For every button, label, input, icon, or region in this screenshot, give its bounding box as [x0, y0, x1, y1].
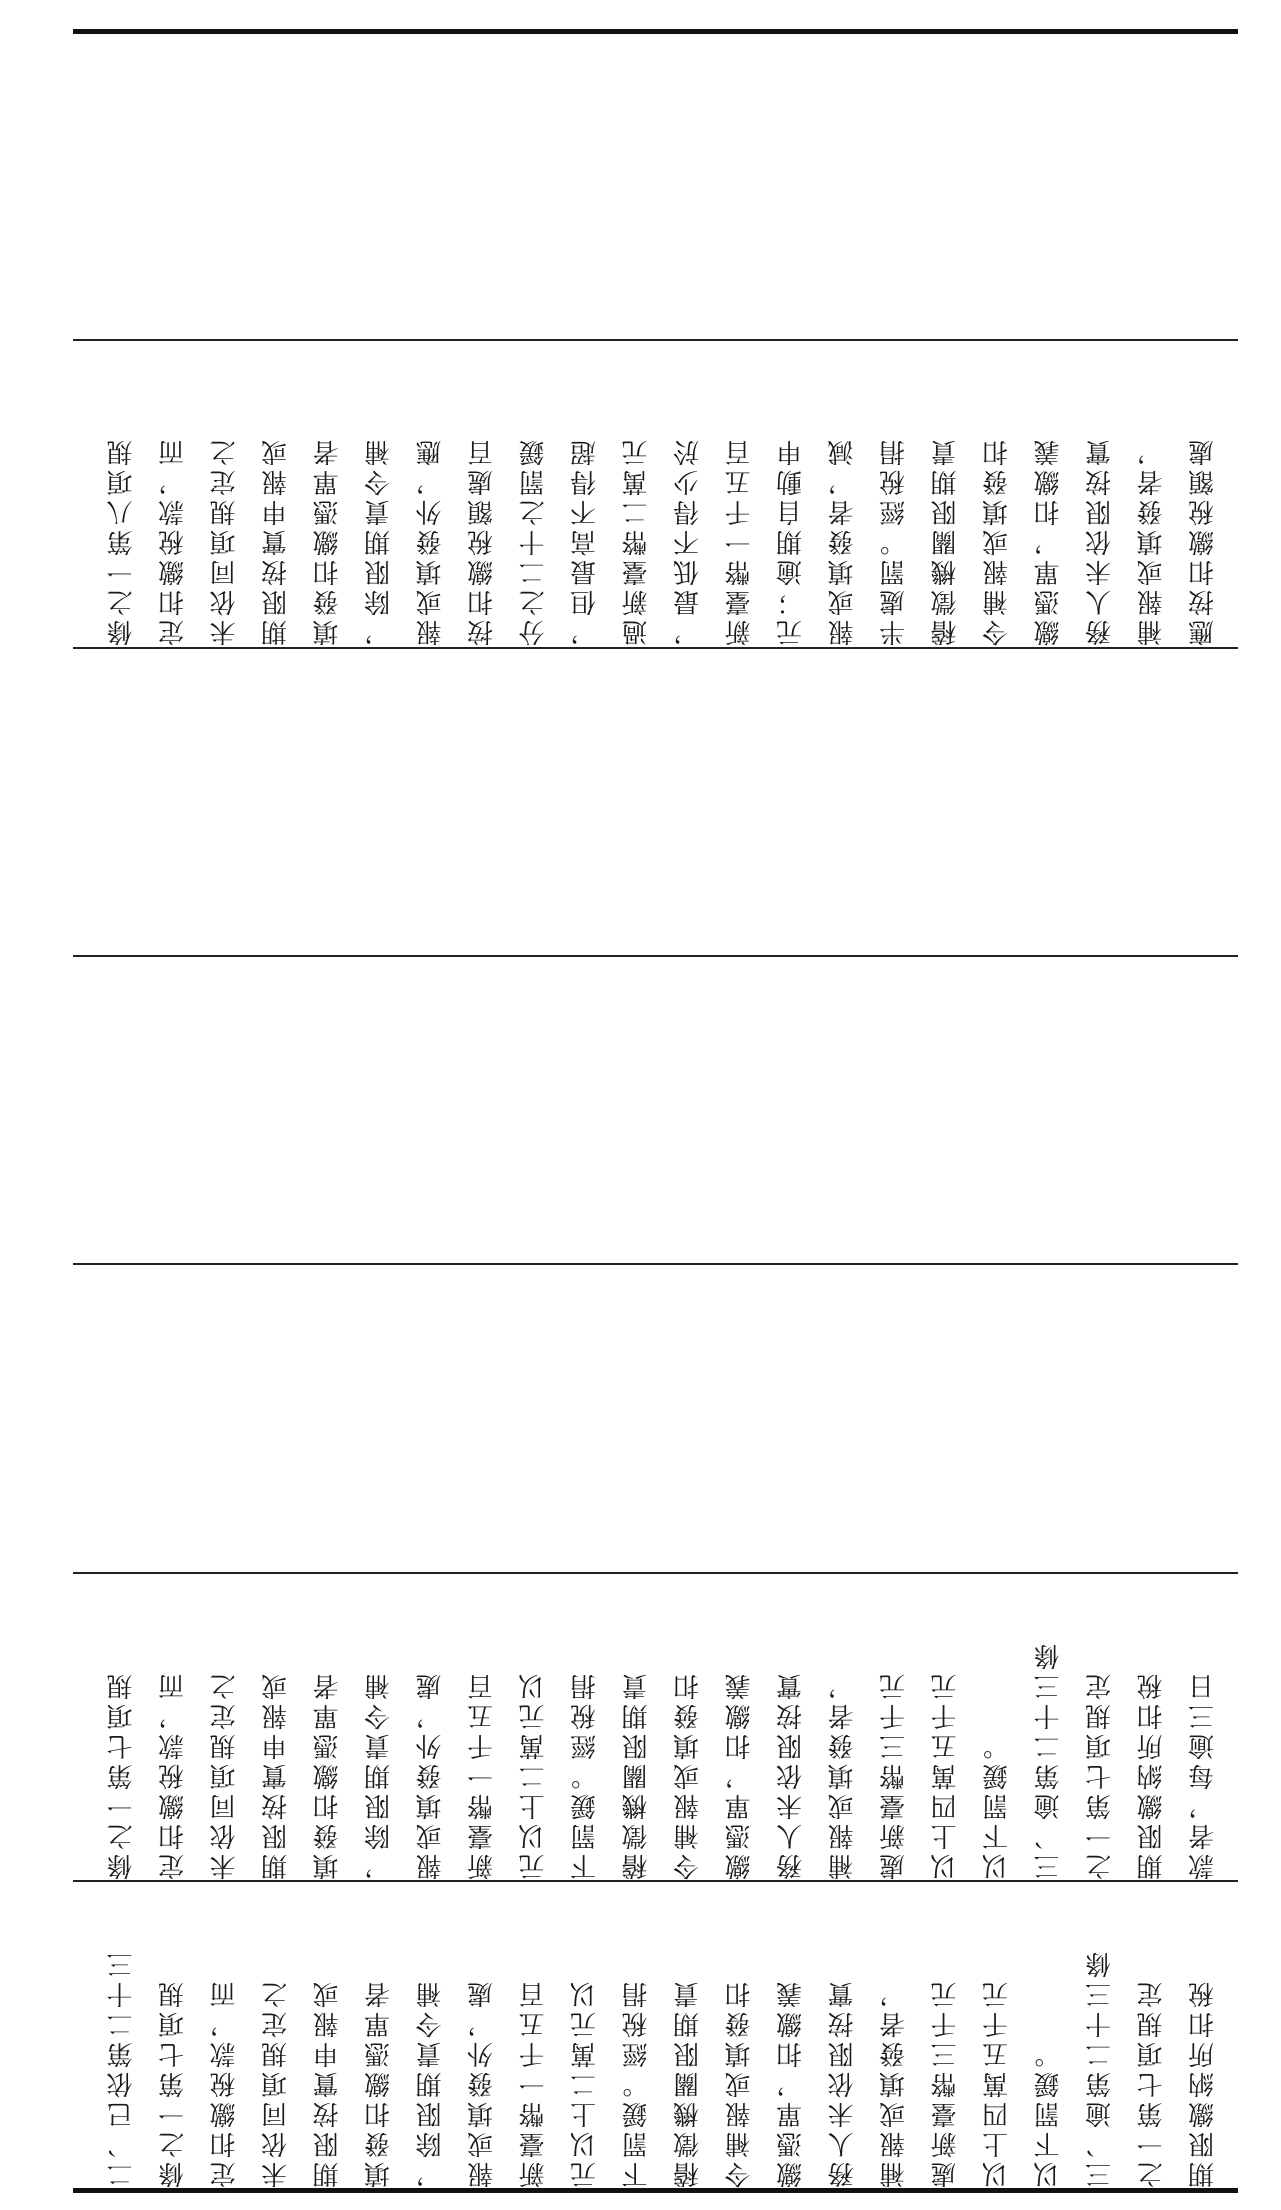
table-row-4	[73, 1574, 1238, 1880]
table-row-5	[73, 1882, 1238, 2188]
table-row-1	[73, 341, 1238, 646]
row-4-text: 條之一第七項規 定扣繳稅款，而 未依同項規定之 期限按實申報或 填發扣繳憑單者 ，除限期責令補 報或填發外，處 新臺幣一千五百 元以上二萬元以 下罰鍰。經稅捐 稽徵機關限期責 令補報或填發扣 繳憑單，扣繳義 務人未依限按實 補報或填發者， 處新臺幣三千元 以上四萬五千元 以下罰鍰。 三、逾第二十三條 之一第七項規定 期限繳納所扣稅 款者，每逾三日	[107, 1640, 1219, 1880]
top-border	[73, 29, 1238, 34]
table-row-3	[73, 957, 1238, 1263]
row-divider-4	[73, 1263, 1238, 1265]
row-2-text	[73, 649, 1238, 955]
table-row-2	[73, 649, 1238, 955]
row-divider-1	[73, 339, 1238, 341]
bottom-border	[73, 2188, 1238, 2193]
row-1-text: 條之一第八項規 定扣繳稅款，而 未依同項規定之 期限按實申報或 填發扣繳憑單者 ，除限期責令補 報或填發外，應 按扣繳稅額處百 分之二十之罰鍰 ，但最高不得超 過新臺幣二萬元 ，最低不得少於 新臺幣一千五百 元；逾期自動申 報或填發者，減 半處罰。經稅捐 稽徵機關限期責 令補報或填發扣 繳憑單，扣繳義 務人未依限按實 補報或填發者， 應按扣繳稅額處	[107, 436, 1219, 646]
row-5-text: 二、已依第二十三 條之一第七項規 定扣繳稅款，而 未依同項規定之 期限按實申報或 填發扣繳憑單者 ，除限期責令補 報或填發外，處 新臺幣一千五百 元以上二萬元以 下罰鍰。經稅捐 稽徵機關限期責 令補報或填發扣 繳憑單，扣繳義 務人未依限按實 補報或填發者， 處新臺幣三千元 以上四萬五千元 以下罰鍰。 三、逾第二十三條 之一第七項規定 期限繳納所扣稅	[107, 1948, 1219, 2188]
row-3-text	[73, 957, 1238, 1263]
